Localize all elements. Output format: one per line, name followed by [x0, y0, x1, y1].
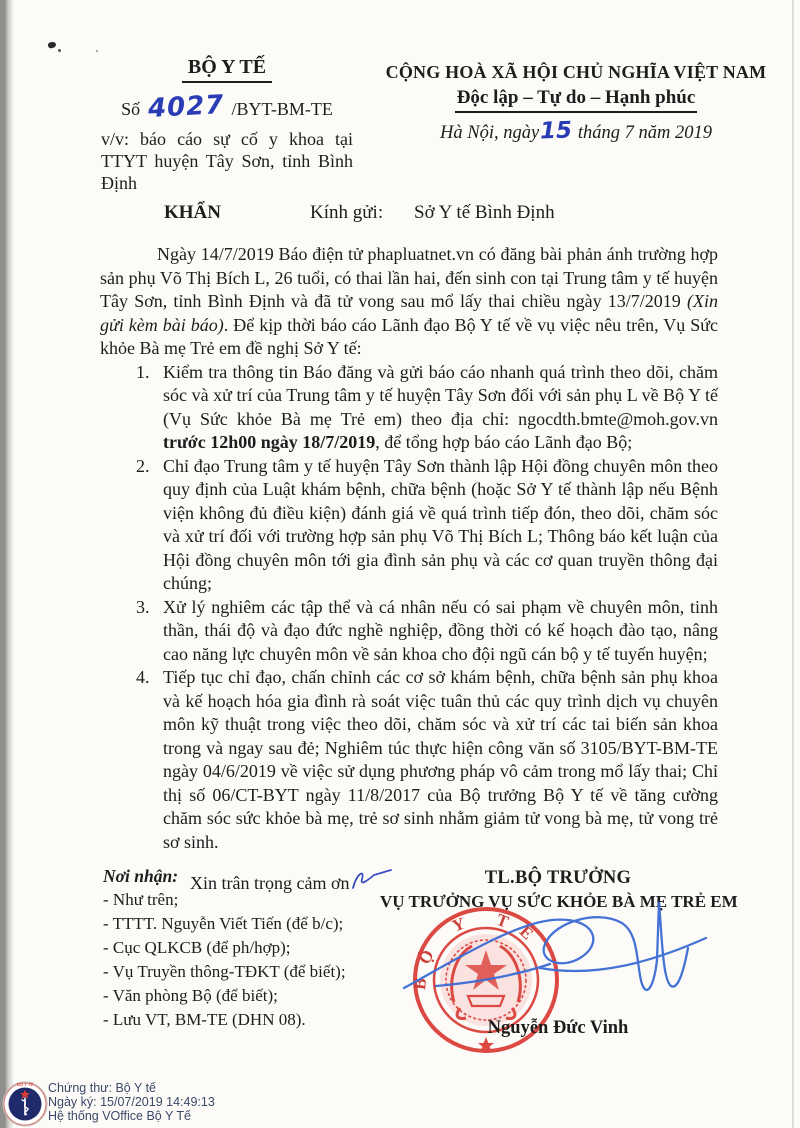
request-list	[100, 361, 718, 855]
scan-speck	[47, 41, 57, 49]
recipients-block	[103, 864, 346, 1032]
system-line: Hệ thống VOffice Bộ Y Tế	[48, 1109, 191, 1123]
handwritten-number: 4027	[146, 90, 225, 124]
national-motto: Độc lập – Tự do – Hạnh phúc	[455, 87, 698, 113]
recipient-name: Sở Y tế Bình Định	[414, 202, 555, 223]
list-item: 3. Xử lý nghiêm các tập thể và cá nhân nếu có sai phạm về chuyên môn, tinh thần, thái độ và đạo đức nghề nghiệp, đồng thời có kế hoạch đào tạo, nâng cao năng lực chuyên môn về sản khoa cho đội ngũ cán bộ y tế tuyến huyện;	[136, 596, 718, 664]
signer-name: Nguyễn Đức Vinh	[487, 1018, 629, 1038]
ministry-of-health-logo	[2, 1078, 48, 1128]
bottom-section	[0, 860, 800, 1060]
svg-text:BỘ Y TẾ: BỘ Y TẾ	[16, 1082, 34, 1087]
letter-body	[100, 243, 718, 896]
country-name: CỘNG HOÀ XÃ HỘI CHỦ NGHĨA VIỆT NAM	[385, 62, 767, 82]
salutation-label: Kính gửi:	[310, 202, 384, 223]
closing-line: Xin trân trọng cảm ơn	[190, 867, 718, 896]
issuer-block	[96, 56, 358, 194]
signature-certificate-info	[48, 1081, 215, 1123]
handwritten-day: 15	[539, 117, 573, 145]
scan-speck	[96, 50, 98, 52]
place-date-line: Hà Nội, ngày15 tháng 7 năm 2019	[440, 117, 712, 145]
recipient-line: - Vụ Truyền thông-TĐKT (để biết);	[103, 962, 346, 981]
list-item: 1. Kiểm tra thông tin Báo đăng và gửi báo cáo nhanh quá trình theo dõi, chăm sóc và xử trí của Trung tâm y tế huyện Tây Sơn đối với sản phụ L về Bộ Y tế (Vụ Sức khỏe Bà mẹ Trẻ em) theo địa chỉ: ngocdth.bmte@moh.gov.vn trước 12h00 ngày 18/7/2019, để tổng hợp báo cáo Lãnh đạo Bộ;	[136, 361, 718, 452]
intro-paragraph: Ngày 14/7/2019 Báo điện tử phapluatnet.vn có đăng bài phản ánh trường hợp sản phụ Võ Thị Bích L, 26 tuổi, có thai lần hai, đến sinh con tại Trung tâm y tế huyện Tây Sơn, tỉnh Bình Định và đã tử vong sau mổ lấy thai chiều ngày 13/7/2019 (Xin gửi kèm bài báo). Để kịp thời báo cáo Lãnh đạo Bộ Y tế về vụ việc nêu trên, Vụ Sức khỏe Bà mẹ Trẻ em đề nghị Sở Y tế:	[100, 244, 718, 358]
digital-signature-footer	[0, 1076, 320, 1128]
authority-line: TL.BỘ TRƯỞNG	[484, 868, 632, 888]
svg-text:BỘ Y TẾ: BỘ Y TẾ	[410, 909, 547, 991]
signer-title: VỤ TRƯỞNG VỤ SỨC KHỎE BÀ MẸ TRẺ EM	[380, 892, 738, 911]
signature-block	[380, 868, 738, 1038]
recipient-line: - Cục QLKCB (để ph/hợp);	[103, 938, 291, 957]
deadline-emphasis: trước 12h00 ngày 18/7/2019	[163, 432, 376, 452]
attachment-note: (Xin gửi kèm bài báo)	[100, 291, 718, 335]
document-subject: v/v: báo cáo sự cố y khoa tại TTYT huyện Tây Sơn, tỉnh Bình Định	[101, 129, 353, 193]
list-item: 2. Chỉ đạo Trung tâm y tế huyện Tây Sơn thành lập Hội đồng chuyên môn theo quy định của Luật khám bệnh, chữa bệnh (hoặc Sở Y tế thành lập nếu Bệnh viện không đủ điều kiện) đánh giá về quá trình tiếp đón, theo dõi, chăm sóc và xử trí đối với trường hợp sản phụ Võ Thị Bích L; Thông báo kết luận của Hội đồng chuyên môn tới gia đình sản phụ và các cơ quan truyền thông đại chúng;	[136, 455, 718, 593]
list-item: 4. Tiếp tục chỉ đạo, chấn chỉnh các cơ sở khám bệnh, chữa bệnh sản phụ khoa và kế hoạch hóa gia đình rà soát việc tuân thủ các quy trình dịch vụ chuyên môn kỹ thuật trong việc theo dõi, chăm sóc và xử trí các tai biến sản khoa trong và ngay sau đẻ; Nghiêm túc thực hiện công văn số 3105/BYT-BM-TE ngày 04/6/2019 về việc sử dụng phương pháp vô cảm trong mổ lấy thai; Chỉ thị số 06/CT-BYT ngày 11/8/2017 của Bộ trưởng Bộ Y tế về tăng cường chăm sóc sức khỏe bà mẹ, trẻ sơ sinh nhằm giảm tử vong bà mẹ, tử vong trẻ sơ sinh.	[136, 667, 718, 852]
recipient-line: - TTTT. Nguyễn Viết Tiến (để b/c);	[103, 914, 344, 933]
handwritten-signature	[400, 890, 710, 1025]
document-number: Số 4027 /BYT-BM-TE	[121, 90, 333, 124]
recipients-label: Nơi nhận:	[103, 866, 179, 886]
urgency-stamp: KHẨN	[164, 202, 221, 223]
scan-speck	[58, 49, 61, 52]
certificate-line: Chứng thư: Bộ Y tế	[48, 1081, 157, 1095]
signed-date-line: Ngày ký: 15/07/2019 14:49:13	[48, 1095, 215, 1109]
recipient-line: - Lưu VT, BM-TE (DHN 08).	[103, 1010, 306, 1029]
recipient-line: - Văn phòng Bộ (để biết);	[103, 986, 278, 1005]
recipient-line: - Như trên;	[103, 890, 179, 909]
issuer-name: BỘ Y TẾ	[182, 56, 272, 83]
national-heading	[372, 62, 780, 144]
